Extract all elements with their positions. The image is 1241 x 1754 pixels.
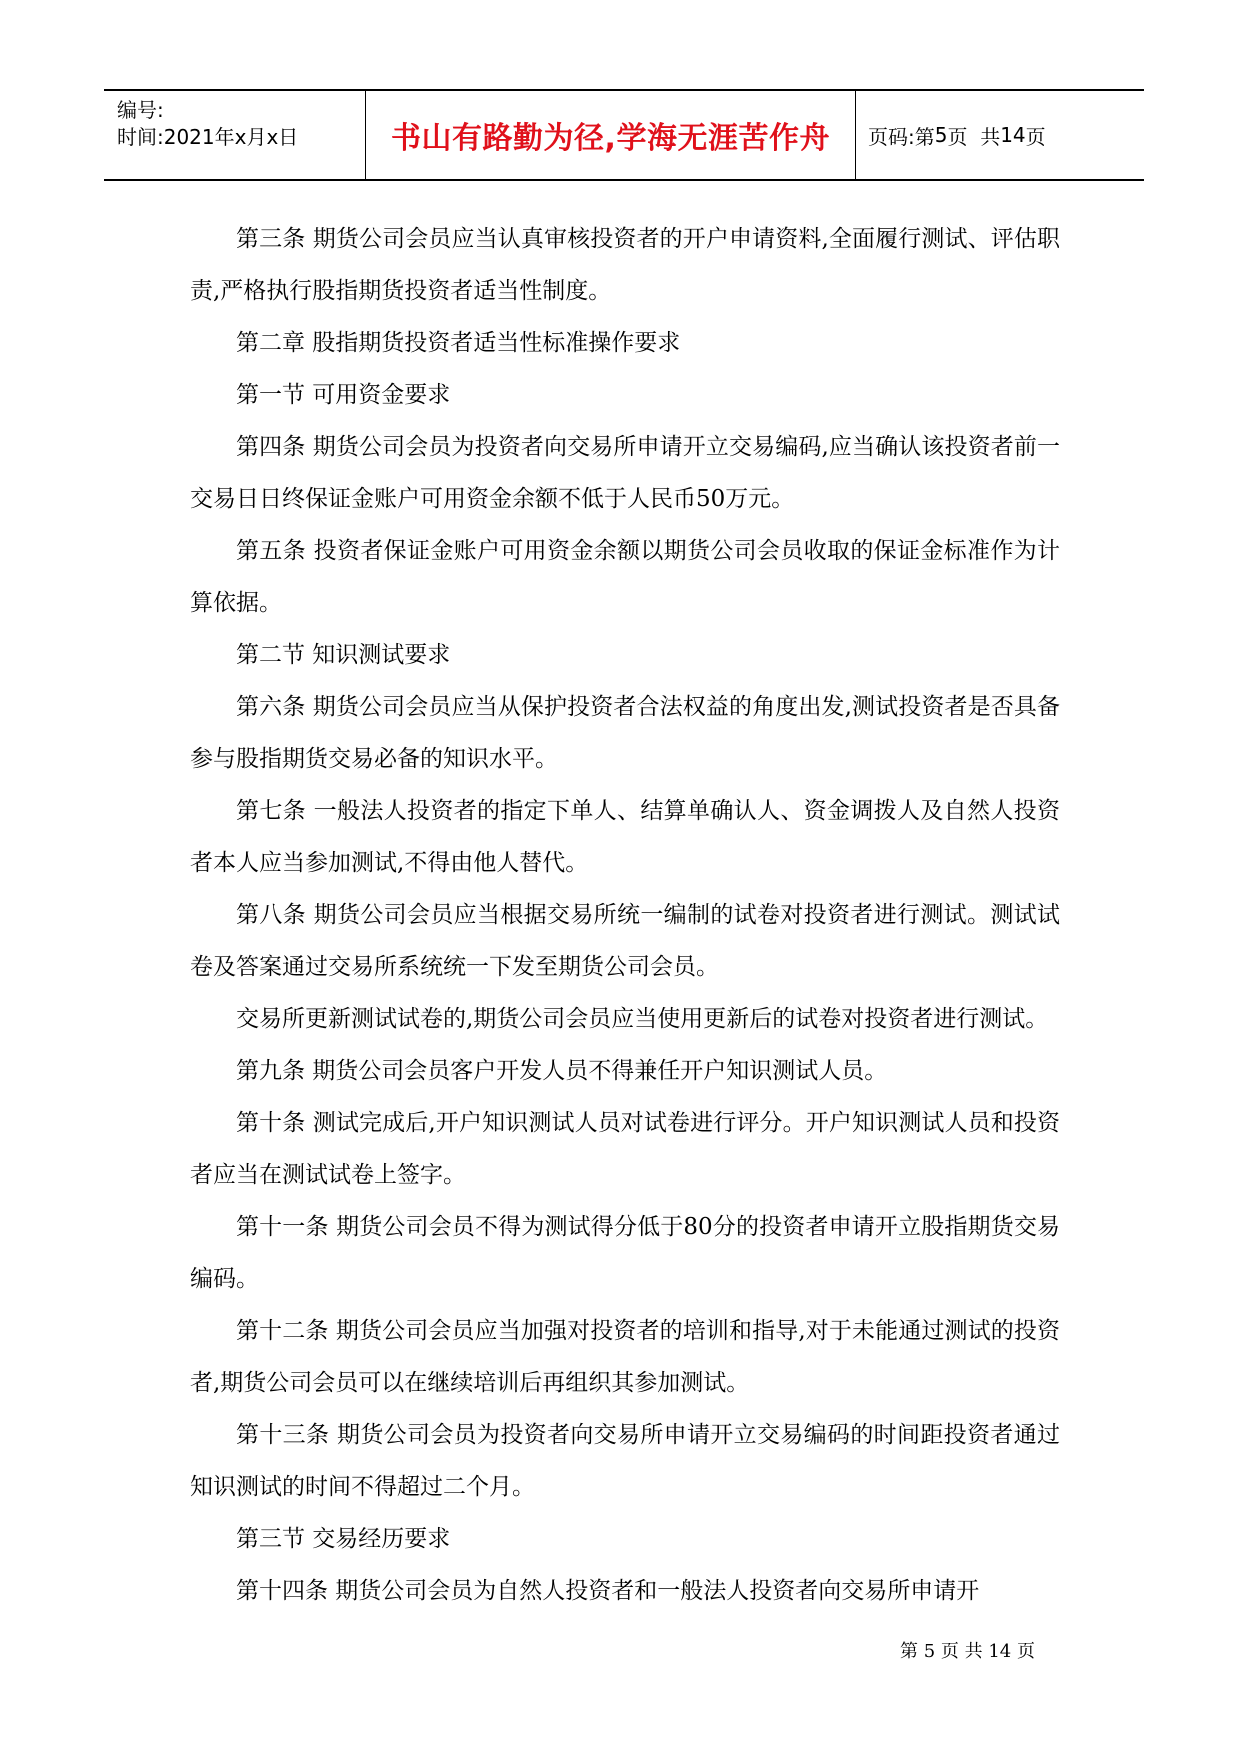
header-page-number (856, 91, 1144, 179)
paragraph: 交易所更新测试试卷的,期货公司会员应当使用更新后的试卷对投资者进行测试。 (236, 1006, 1049, 1032)
section-heading: 第二节 知识测试要求 (236, 642, 451, 668)
paragraph: 第十条 测试完成后,开户知识测试人员对试卷进行评分。开户知识测试人员和投资者应当在测试试卷上签字。 (190, 1110, 1060, 1188)
paragraph: 第五条 投资者保证金账户可用资金余额以期货公司会员收取的保证金标准作为计算依据。 (190, 538, 1060, 616)
paragraph: 第十一条 期货公司会员不得为测试得分低于80分的投资者申请开立股指期货交易编码。 (190, 1214, 1060, 1292)
page-suffix: 页 (1025, 124, 1046, 149)
paragraph: 第八条 期货公司会员应当根据交易所统一编制的试卷对投资者进行测试。测试试卷及答案通过交易所系统统一下发至期货公司会员。 (190, 902, 1060, 980)
paragraph: 第三条 期货公司会员应当认真审核投资者的开户申请资料,全面履行测试、评估职责,严格执行股指期货投资者适当性制度。 (190, 226, 1060, 304)
section-heading: 第一节 可用资金要求 (236, 382, 451, 408)
paragraph: 第六条 期货公司会员应当从保护投资者合法权益的角度出发,测试投资者是否具备参与股指期货交易必备的知识水平。 (190, 694, 1060, 772)
paragraph: 第十四条 期货公司会员为自然人投资者和一般法人投资者向交易所申请开 (236, 1578, 980, 1604)
header-meta (104, 91, 366, 179)
document-number-label: 编号: (117, 98, 164, 122)
header-motto: 书山有路勤为径,学海无涯苦作舟 (366, 91, 856, 179)
paragraph: 第七条 一般法人投资者的指定下单人、结算单确认人、资金调拨人及自然人投资者本人应当参加测试,不得由他人替代。 (190, 798, 1060, 876)
page-footer: 第 5 页 共 14 页 (900, 1641, 1035, 1662)
paragraph: 第九条 期货公司会员客户开发人员不得兼任开户知识测试人员。 (236, 1058, 888, 1084)
page-mid: 页 共 (947, 124, 1001, 149)
document-body (190, 213, 1060, 1617)
page-header (104, 89, 1144, 181)
page-total: 14 (1000, 123, 1026, 147)
paragraph: 第十二条 期货公司会员应当加强对投资者的培训和指导,对于未能通过测试的投资者,期货公司会员可以在继续培训后再组织其参加测试。 (190, 1318, 1060, 1396)
chapter-heading: 第二章 股指期货投资者适当性标准操作要求 (236, 330, 681, 356)
document-time-label: 时间:2021年x月x日 (117, 125, 299, 149)
page-current: 5 (934, 123, 948, 147)
paragraph: 第十三条 期货公司会员为投资者向交易所申请开立交易编码的时间距投资者通过知识测试的时间不得超过二个月。 (190, 1422, 1060, 1500)
paragraph: 第四条 期货公司会员为投资者向交易所申请开立交易编码,应当确认该投资者前一交易日日终保证金账户可用资金余额不低于人民币50万元。 (190, 434, 1060, 512)
section-heading: 第三节 交易经历要求 (236, 1526, 451, 1552)
page-prefix: 页码:第 (868, 124, 935, 149)
